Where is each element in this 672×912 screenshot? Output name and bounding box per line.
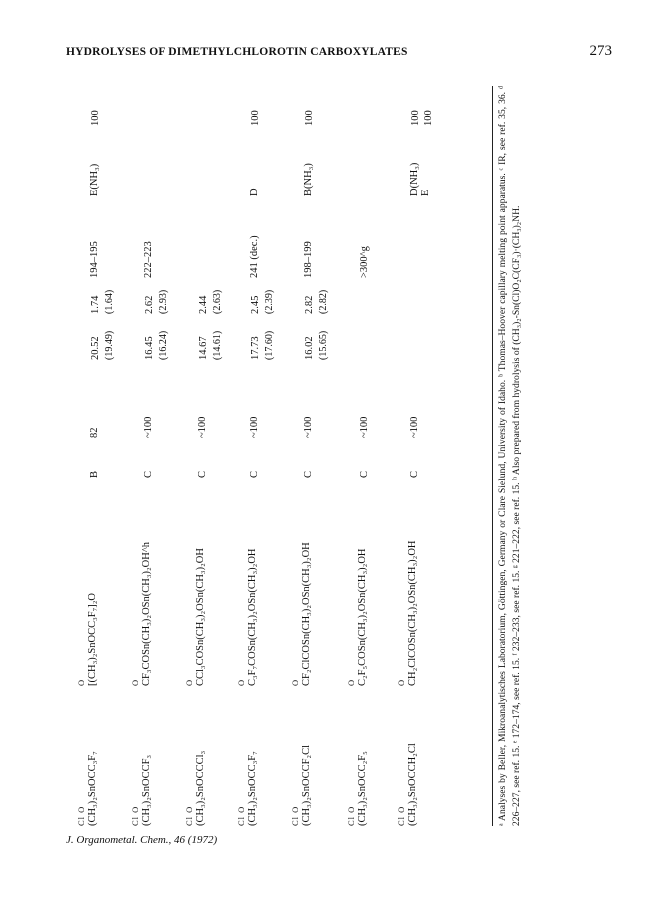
yield-cell	[409, 417, 420, 438]
compound-cell	[130, 755, 153, 826]
product-cell	[184, 548, 207, 686]
compound-substituents: Cl O	[236, 805, 246, 826]
rotated-data-table	[72, 86, 592, 826]
analysis-a-found: 16.02	[304, 336, 315, 360]
analysis-b-found: 2.45	[250, 295, 261, 314]
yield-value: ~100	[303, 416, 314, 438]
analysis-a-found: 16.45	[144, 336, 155, 360]
analysis-a-cell	[249, 331, 277, 360]
analysis-b-cell	[143, 290, 171, 314]
product-cell	[396, 541, 419, 686]
hydrolysis-method-value: B(NH₃)	[303, 163, 314, 196]
compound-substituents: Cl O	[184, 805, 194, 826]
product-cell	[76, 593, 99, 686]
compound-substituents: Cl O	[130, 805, 140, 826]
product-carbonyl: O	[396, 678, 406, 686]
melting-point-value: 198–199	[303, 241, 314, 278]
analysis-a-calc: (14.61)	[212, 330, 223, 360]
analysis-a-found: 17.73	[250, 336, 261, 360]
compound-formula: (CH₃)₂SnOCC₂F₅	[357, 751, 368, 826]
melting-point-cell	[359, 246, 370, 278]
table-footnote: ᵃ Analyses by Beller, Mikroanalytisches Laboratorium, Göttingen, Germany or Clare Sielund, University of Idaho. ᵇ Thomas–Hoover capillary melting point apparatus. ᶜ IR, see ref. 35, 36. ᵈ 226–227, see ref. 15. ᵉ 172–174, see ref. 15. ᶠ 232–233, see ref. 15. ᵍ 221–222, see ref. 15. ʰ Also prepared from hydrolysis of (CH₃)₂-Sn(Cl)O₂C(CF₃)·(CH₃)₂NH.	[497, 86, 522, 826]
melting-point-value: 222–223	[143, 241, 154, 278]
table-row	[180, 86, 223, 826]
analysis-b-found: 1.74	[90, 295, 101, 314]
table-row	[232, 86, 275, 826]
table-row	[392, 86, 432, 826]
table-row	[286, 86, 329, 826]
table-row	[342, 86, 382, 826]
compound-formula: (CH₃)₂SnOCCF₃	[141, 754, 152, 826]
compound-cell	[346, 751, 369, 826]
analysis-b-calc: (1.64)	[104, 289, 115, 314]
analysis-a-cell	[143, 331, 171, 360]
hydrolysis-yield-cell	[89, 110, 102, 126]
hydrolysis-yield-value: 100	[250, 110, 261, 126]
analysis-a-calc: (19.49)	[104, 330, 115, 360]
product-formula: C₂F₅COSn(CH₃)₂OSn(CH₃)₂OH	[357, 548, 368, 686]
hydrolysis-method-value: E(NH₃)	[89, 163, 100, 196]
product-formula: CF₃COSn(CH₃)₂OSn(CH₃)₂OH^h	[141, 542, 152, 686]
hydrolysis-method-cell	[303, 163, 314, 196]
melting-point-cell	[143, 241, 154, 278]
method-value: C	[249, 470, 260, 478]
hydrolysis-yield-cell	[303, 110, 316, 126]
yield-cell	[249, 417, 260, 438]
method-cell	[249, 471, 260, 478]
compound-formula: (CH₃)₂SnOCCH₂Cl	[407, 743, 418, 826]
hydrolysis-method-cell	[409, 163, 431, 196]
yield-value: ~100	[197, 416, 208, 438]
method-cell	[303, 471, 314, 478]
product-carbonyl: O	[76, 678, 86, 686]
method-value: C	[143, 470, 154, 478]
yield-cell	[89, 428, 100, 439]
yield-cell	[359, 417, 370, 438]
method-cell	[409, 471, 420, 478]
analysis-b-cell	[249, 290, 277, 314]
footnote-rule	[492, 86, 493, 826]
yield-cell	[143, 417, 154, 438]
analysis-b-found: 2.62	[144, 295, 155, 314]
journal-citation: J. Organometal. Chem., 46 (1972)	[66, 834, 218, 846]
hydrolysis-yield-cell	[409, 110, 435, 126]
yield-value: ~100	[359, 416, 370, 438]
method-value: C	[359, 470, 370, 478]
melting-point-value: 241 (dec.)	[249, 235, 260, 278]
analysis-a-found: 20.52	[90, 336, 101, 360]
product-carbonyl: O	[290, 678, 300, 686]
hydrolysis-yield-value: 100 100	[410, 110, 434, 126]
compound-cell	[396, 743, 419, 826]
product-carbonyl: O	[236, 678, 246, 686]
analysis-a-calc: (15.65)	[318, 330, 329, 360]
analysis-a-calc: (17.60)	[264, 330, 275, 360]
hydrolysis-yield-cell	[249, 110, 262, 126]
product-cell	[290, 542, 313, 686]
product-cell	[130, 542, 153, 686]
yield-value: ~100	[409, 416, 420, 438]
analysis-a-found: 14.67	[198, 336, 209, 360]
compound-cell	[290, 745, 313, 826]
analysis-b-calc: (2.82)	[318, 289, 329, 314]
hydrolysis-method-cell	[89, 164, 100, 196]
compound-substituents: Cl O	[290, 805, 300, 826]
melting-point-cell	[249, 235, 260, 278]
compound-cell	[76, 751, 99, 826]
method-cell	[89, 471, 100, 478]
product-formula: CCl₃COSn(CH₃)₂OSn(CH₃)₂OH	[195, 548, 206, 686]
hydrolysis-method-cell	[249, 188, 260, 196]
hydrolysis-method-value: D	[249, 188, 260, 196]
compound-substituents: Cl O	[346, 805, 356, 826]
analysis-a-calc: (16.24)	[158, 330, 169, 360]
yield-cell	[197, 417, 208, 438]
compound-formula: (CH₃)₂SnOCC₃F₇	[247, 751, 258, 826]
product-carbonyl: O	[346, 678, 356, 686]
running-title: HYDROLYSES OF DIMETHYLCHLOROTIN CARBOXYLATES	[66, 46, 408, 58]
hydrolysis-yield-value: 100	[304, 110, 315, 126]
product-carbonyl: O	[130, 678, 140, 686]
table-row	[126, 86, 169, 826]
analysis-a-cell	[89, 331, 117, 360]
compound-cell	[236, 751, 259, 826]
compound-formula: (CH₃)₂SnOCCF₂Cl	[301, 744, 312, 826]
analysis-b-cell	[89, 290, 117, 314]
method-cell	[359, 471, 370, 478]
method-value: C	[409, 470, 420, 478]
hydrolysis-method-value: D(NH₃) E	[409, 162, 431, 196]
compound-cell	[184, 751, 207, 826]
product-formula: CF₂ClCOSn(CH₃)₂OSn(CH₃)₂OH	[301, 542, 312, 686]
melting-point-cell	[303, 241, 314, 278]
yield-value: ~100	[143, 416, 154, 438]
method-value: C	[303, 470, 314, 478]
compound-formula: (CH₃)₂SnOCCCl₃	[195, 750, 206, 826]
compound-substituents: Cl O	[76, 805, 86, 826]
analysis-b-cell	[197, 290, 225, 314]
yield-value: 82	[89, 427, 100, 438]
product-formula: CH₂ClCOSn(CH₃)₂OSn(CH₃)₂OH	[407, 540, 418, 686]
product-formula: C₃F₇COSn(CH₃)₂OSn(CH₃)₂OH	[247, 548, 258, 686]
hydrolysis-yield-value: 100	[90, 110, 101, 126]
yield-value: ~100	[249, 416, 260, 438]
product-cell	[346, 549, 369, 686]
analysis-b-calc: (2.39)	[264, 289, 275, 314]
analysis-a-cell	[197, 331, 225, 360]
analysis-b-found: 2.44	[198, 295, 209, 314]
analysis-b-cell	[303, 290, 331, 314]
analysis-a-cell	[303, 331, 331, 360]
method-value: C	[197, 470, 208, 478]
compound-formula: (CH₃)₂SnOCC₃F₇	[87, 751, 98, 826]
compound-substituents: Cl O	[396, 805, 406, 826]
method-value: B	[89, 470, 100, 478]
page-number: 273	[589, 43, 612, 59]
product-cell	[236, 549, 259, 686]
method-cell	[143, 471, 154, 478]
page-header	[66, 43, 612, 66]
method-cell	[197, 471, 208, 478]
melting-point-cell	[89, 241, 100, 278]
yield-cell	[303, 417, 314, 438]
table-row	[72, 86, 115, 826]
analysis-b-found: 2.82	[304, 295, 315, 314]
product-carbonyl: O	[184, 678, 194, 686]
melting-point-value: >300^g	[359, 246, 370, 278]
melting-point-value: 194–195	[89, 241, 100, 278]
product-formula: [(CH₃)₂SnOCC₃F₇]₂O	[87, 593, 98, 686]
analysis-b-calc: (2.63)	[212, 289, 223, 314]
analysis-b-calc: (2.93)	[158, 289, 169, 314]
